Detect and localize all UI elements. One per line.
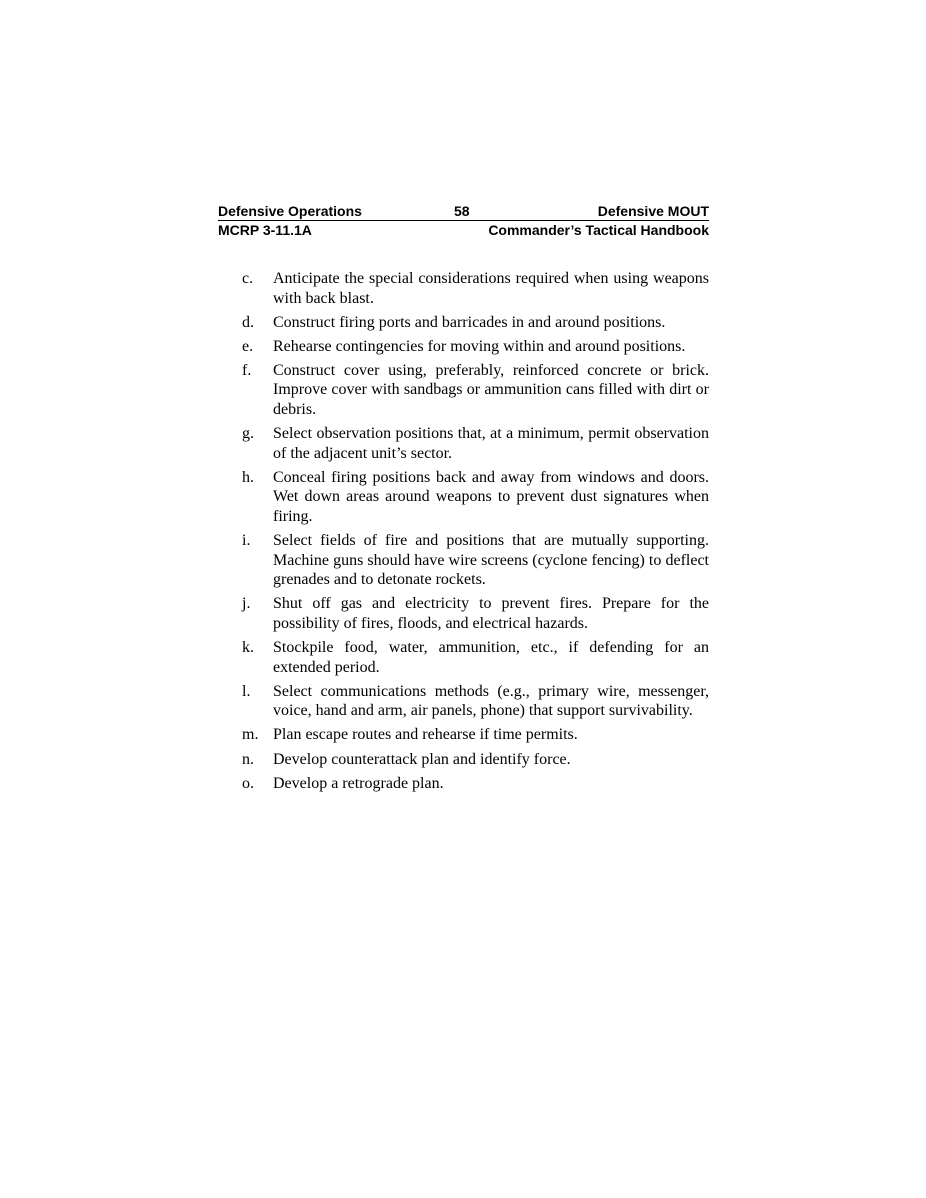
item-letter: h.	[242, 468, 254, 486]
item-letter: i.	[242, 532, 251, 550]
list-item	[218, 269, 709, 308]
chapter-title: Defensive Operations	[218, 203, 362, 219]
page-header	[218, 203, 709, 239]
item-text: Construct cover using, preferably, reinforced concrete or brick. Improve cover with sandbags or ammunition cans filled with dirt or debris.	[273, 361, 709, 419]
item-letter: n.	[242, 750, 254, 768]
header-bottom-row	[218, 222, 709, 239]
list-item	[218, 638, 709, 677]
item-letter: d.	[242, 313, 254, 331]
item-text: Conceal firing positions back and away from windows and doors. Wet down areas around weapons to prevent dust signatures when firing.	[273, 468, 709, 526]
item-text: Plan escape routes and rehearse if time permits.	[273, 726, 578, 744]
item-text: Develop a retrograde plan.	[273, 774, 444, 792]
item-letter: g.	[242, 425, 254, 443]
item-text: Develop counterattack plan and identify force.	[273, 750, 571, 768]
item-text: Select communications methods (e.g., primary wire, messenger, voice, hand and arm, air panels, phone) that support survivability.	[273, 682, 709, 720]
list-item	[218, 361, 709, 420]
item-text: Anticipate the special considerations required when using weapons with back blast.	[273, 270, 709, 307]
list-item	[218, 594, 709, 633]
list-item	[218, 774, 709, 794]
list-item	[218, 531, 709, 590]
item-text: Rehearse contingencies for moving within and around positions.	[273, 337, 686, 355]
item-text: Select observation positions that, at a minimum, permit observation of the adjacent unit’s sector.	[273, 425, 709, 462]
list-item	[218, 337, 709, 357]
section-title: Defensive MOUT	[597, 203, 709, 219]
item-text: Construct firing ports and barricades in and around positions.	[273, 313, 666, 331]
item-letter: j.	[242, 595, 251, 613]
list-item	[218, 313, 709, 333]
item-letter: o.	[242, 774, 254, 792]
item-text: Stockpile food, water, ammunition, etc., if defending for an extended period.	[273, 639, 709, 676]
publication-number: MCRP 3-11.1A	[218, 222, 312, 238]
item-text: Shut off gas and electricity to prevent fires. Prepare for the possibility of fires, floods, and electrical hazards.	[273, 595, 709, 632]
list-item	[218, 725, 709, 745]
item-letter: l.	[242, 682, 251, 700]
item-letter: e.	[242, 337, 254, 355]
item-letter: c.	[242, 270, 254, 287]
considerations-list	[218, 269, 709, 798]
item-letter: m.	[242, 726, 259, 744]
list-item	[218, 682, 709, 721]
item-letter: k.	[242, 639, 254, 657]
publication-title: Commander’s Tactical Handbook	[488, 222, 709, 238]
list-item	[218, 750, 709, 770]
list-item	[218, 424, 709, 463]
header-top-row	[218, 203, 709, 221]
item-letter: f.	[242, 361, 252, 379]
list-item	[218, 468, 709, 527]
item-text: Select fields of fire and positions that are mutually supporting. Machine guns should have wire screens (cyclone fencing) to deflect grenades and to detonate rockets.	[273, 532, 709, 589]
page-number: 58	[454, 203, 470, 219]
